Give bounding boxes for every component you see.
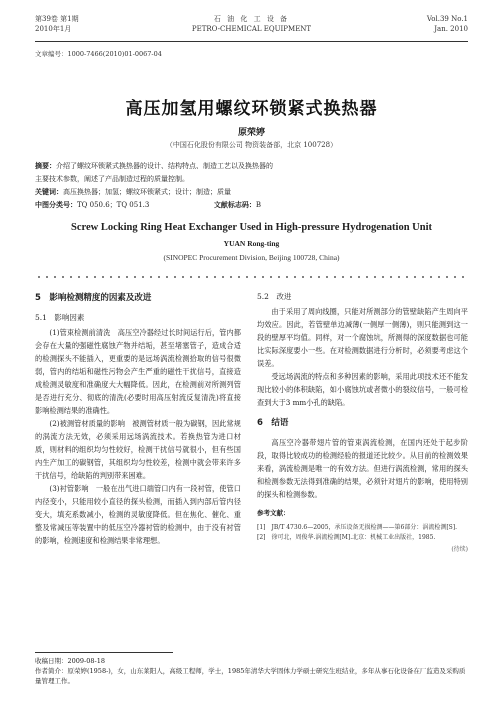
author-en: YUAN Rong-ting <box>223 239 280 248</box>
header-right <box>427 14 468 34</box>
paragraph: 高压空冷器带翅片管的管束涡流检测，在国内还处于起步阶段，取得比较成功的检测经验的报道还比较少。从目前的检测效果来看，涡流检测是唯一的有效方法。但进行涡流检测，常用的探头和检测参数无法得到准确的结果，必须针对翅片的影响，使用特别的探头和检测参数。 <box>257 438 468 499</box>
affiliation-en: (SINOPEC Procurement Division, Beijing 100728, China) <box>163 253 340 262</box>
left-column <box>35 288 241 547</box>
paragraph: 由于采用了周向线圈，只能对所测部分的管壁缺陷产生周向平均效应。因此，若管壁单边减薄(一侧厚一侧薄)，则只能测到这一段的壁厚平均值。同样，对一个腐蚀坑，所测得的深度数据也可能比实际深度要小一些。在对检测数据进行分析时，必须要考虑这个误差。 <box>257 307 468 368</box>
references-heading: 参考文献： <box>257 509 290 517</box>
doc-code: B <box>255 201 261 209</box>
section-5-1-heading: 5.1 影响因素 <box>35 313 85 322</box>
header-rule <box>35 41 468 42</box>
keywords <box>35 186 468 199</box>
keywords-label: 关键词： <box>35 188 63 196</box>
continued-note: (待续) <box>451 546 468 553</box>
header-volume: 第39卷 第1期 <box>35 15 79 23</box>
paper-title-zh: 高压加氢用螺纹环锁紧式换热器 <box>125 99 378 119</box>
author-bio: 作者简介：原荣婷(1958-)，女，山东莱阳人，高级工程师，学士，1985年清华大学固体力学硕士研究生班结业，多年从事石化设备在厂监造及采购质量管理工作。 <box>35 667 466 685</box>
abstract <box>35 160 468 173</box>
abstract-block <box>35 160 468 212</box>
abstract-line-2: 主要技术参数，阐述了产品制造过程的质量控制。 <box>35 175 189 183</box>
clc-label: 中图分类号： <box>35 201 77 209</box>
paragraph: (2)被测管材质量的影响 被测管材质一般为碳钢，因此常规的涡流方法无效，必须采用远场涡流技术。若换热管为进口材质，则材料的组织均匀性较好，检测干扰信号就很小，但有些国内生产加工的碳钢管，其组织均匀性较差，检测中就会带来许多干扰信号，给缺陷的判别带来困难。 <box>35 419 241 480</box>
doc-code-label: 文献标志码： <box>213 201 256 209</box>
header-journal-zh: 石 油 化 工 设 备 <box>213 15 290 23</box>
reference-item: [1] JB/T 4730.6—2005，承压设备无损检测——第6部分：涡流检测[S]. <box>257 524 458 531</box>
classification <box>35 199 468 212</box>
received-date: 收稿日期：2009-08-18 <box>35 657 105 665</box>
references <box>257 507 468 556</box>
paragraph: 受远场涡流的特点和多种因素的影响，采用此项技术还不能发现比较小的体积缺陷，如小腐蚀坑或者微小的裂纹信号，一般可检查到大于3 mm小孔的缺陷。 <box>257 372 468 407</box>
affiliation-zh: （中国石化股份有限公司 物资装备部，北京 100728） <box>165 141 338 149</box>
header-center <box>35 14 468 34</box>
section-5-2-heading: 5.2 改进 <box>257 292 292 301</box>
paragraph: (3)衬管影响 一般在出气进口端管口内有一段衬管，使管口内径变小，只能用较小直径的探头检测，而插入到内部后管内径变大，填充系数减小，检测的灵敏度降低。但在焦化、催化、重整及常减压等装置中的低压空冷器衬管的检测中，由于没有衬管的影响，检测速度和检测结果非常理想。 <box>35 484 241 545</box>
abstract-line-1: 介绍了螺纹环锁紧式换热器的设计、结构特点、制造工艺以及换热器的 <box>56 162 273 170</box>
article-number: 文章编号：1000-7466(2010)01-0067-04 <box>35 50 162 58</box>
header-date-en: Jan. 2010 <box>434 25 468 33</box>
right-column <box>257 288 468 556</box>
section-5-heading: 5 影响检测精度的因素及改进 <box>35 293 152 303</box>
section-6-heading: 6 结语 <box>257 418 289 428</box>
clc-text: TQ 050.6；TQ 051.3 <box>77 201 150 209</box>
reference-item: [2] 徐可北，周俊华.涡流检测[M].北京：机械工业出版社，1985. <box>257 534 436 541</box>
section-divider <box>35 274 468 280</box>
paragraph: (1)管束检测前清洗 高压空冷器经过长时间运行后，管内都会存在大量的强磁性腐蚀产物并结垢，甚至堵塞管子，造成合适的检测探头不能插入，更重要的是远场涡流检测拾取的信号很微弱，管内的结垢和磁性污物会产生严重的磁性干扰信号，直接造成检测灵敏度和准确度大大幅降低。因此，在检测前对所测列管是否进行充分、彻底的清洗(必要时用高压射流反复清洗)将直接影响检测结果的准确性。 <box>35 328 241 415</box>
keywords-text: 高压换热器；加氢；螺纹环锁紧式；设计；制造；质量 <box>63 188 231 196</box>
footnote <box>35 656 468 686</box>
running-header <box>35 12 468 42</box>
abstract-label: 摘要： <box>35 162 56 170</box>
header-date: 2010年1月 <box>35 25 72 33</box>
paper-title-en: Screw Locking Ring Heat Exchanger Used in High-pressure Hydrogenation Unit <box>70 222 432 233</box>
header-volume-en: Vol.39 No.1 <box>426 15 468 23</box>
header-journal-en: PETRO-CHEMICAL EQUIPMENT <box>191 25 312 33</box>
footnote-rule <box>35 652 173 653</box>
author-zh: 原荣婷 <box>237 128 265 138</box>
